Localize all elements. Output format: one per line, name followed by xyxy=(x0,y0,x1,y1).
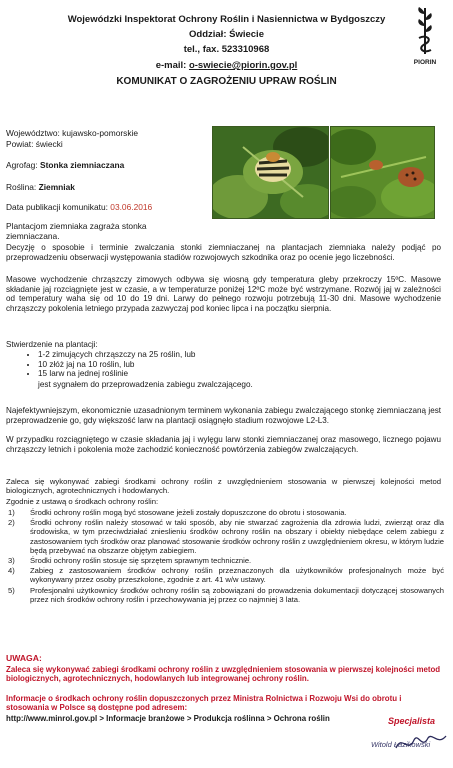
biology-paragraph: Masowe wychodzenie chrząszczy zimowych odbywa się wiosną gdy temperatura gleby przekroczy 15ºC. Masowe składanie jaj rozciągnięte jest w czasie, a w temperaturze poniżej 12ºC może być wstrzymane. Rozwój jaj w zależności od temperatury waha się od 10 do 19 dni. Larwy do pełnego rozwoju potrzebują 11-30 dni. Masowe wychodzenie chrząszczy pokolenia letniego przypada zazwyczaj pod koniec lipca i na początku sierpnia. xyxy=(6,275,441,313)
email-label: e-mail: xyxy=(155,60,189,71)
beetle-photo xyxy=(212,126,329,219)
email-line xyxy=(0,60,453,71)
email-link[interactable]: o-swiecie@piorin.gov.pl xyxy=(188,60,298,71)
rule-number: 1) xyxy=(8,508,15,517)
decision-paragraph: Decyzję o sposobie i terminie zwalczania stonki ziemniaczanej na plantacjach ziemniaka należy podjąć po przeprowadzeniu obserwacji występowania stadiów rozwojowych szkodnika oraz po ocenie jego liczebności. xyxy=(6,243,441,262)
rule-number: 4) xyxy=(8,566,15,576)
rule-item xyxy=(8,518,444,555)
ministry-link[interactable] xyxy=(6,714,336,723)
law-heading: Zgodnie z ustawą o środkach ochrony roślin: xyxy=(6,497,159,506)
threshold-item: • 10 złóż jaj na 10 roślin, lub xyxy=(38,360,195,370)
rule-item xyxy=(8,566,444,584)
logo-text: PIORIN xyxy=(413,59,437,66)
threshold-heading: Stwierdzenie na plantacji: xyxy=(6,340,98,349)
rules-list xyxy=(8,508,444,604)
recommendation-paragraph: Zaleca się wykonywać zabiegi środkami ochrony roślin z uwzględnieniem stosowania w pierwszej kolejności metod biologicznych, agrotechnicznych i hodowlanych. xyxy=(6,477,441,496)
larva-photo xyxy=(330,126,435,219)
rule-text: Środki ochrony roślin mogą być stosowane jeżeli zostały dopuszczone do obrotu i stosowania. xyxy=(30,508,347,517)
publication-date-value: 03.06.2016 xyxy=(110,202,153,212)
rule-number: 5) xyxy=(8,585,15,595)
branch-name: Oddział: Świecie xyxy=(189,29,264,40)
rule-text: Środki ochrony roślin należy stosować w taki sposób, aby nie stwarzać zagrożenia dla zdrowia ludzi, zwierząt oraz dla środowiska, w tym przeciwdziałać znieslieniu środków ochrony roślin na obszary i obiekty niebędące celem zabiegu z zastosowaniem tych środków oraz planować stosowanie środków ochrony roślin z uwzględnieniem okresu, w którym ludzie będą przebywać na obszarze objętym zabiegiem. xyxy=(30,518,444,555)
piorin-logo xyxy=(405,4,445,66)
handwritten-signature-icon xyxy=(392,726,450,756)
rule-text: Zabieg z zastosowaniem środków ochrony roślin przeznaczonych dla użytkowników profesjonalnych może być wykonywany przez osoby przeszkolone, zgodnie z art. 41 w/w ustawy. xyxy=(30,566,444,585)
pest-line xyxy=(6,160,124,170)
rule-number: 2) xyxy=(8,518,15,528)
threat-line-2: ziemniaczana. xyxy=(6,231,60,241)
signature-name: Witold Łazikowski xyxy=(371,740,431,749)
threshold-item: • 1-2 zimujących chrząszczy na 25 roślin, lub xyxy=(38,350,195,360)
threat-line-1: Plantacjom ziemniaka zagraża stonka xyxy=(6,221,147,231)
repeat-treatment-paragraph: W przypadku rozciągniętego w czasie składania jaj i wylęgu larw stonki ziemniaczanej oraz masowego, licznego pojawu chrząszczy letnich i pokolenia może zachodzić konieczność powtórzenia zabiegów zwalczających. xyxy=(6,435,441,454)
rule-text: Profesjonalni użytkownicy środków ochrony roślin są zobowiązani do prowadzenia dokumentacji dotyczącej stosowanych przez nich środków ochrony roślin i przechowywania jej przez co najmniej 3 lata. xyxy=(30,585,444,604)
optimal-timing-paragraph: Najefektywniejszym, ekonomicznie uzasadnionym terminem wykonania zabiegu zwalczającego stonkę ziemniaczaną jest przeprowadzenie go, gdy większość larw na plantacji osiągnęło stadium rozwojowe L2-L3. xyxy=(6,406,441,425)
plant-label: Roślina: xyxy=(6,182,39,192)
registry-info: Informacje o środkach ochrony roślin dopuszczonych przez Ministra Rolnictwa i Rozwoju Wsi do obrotu i stosowania w Polsce są dostępne pod adresem: xyxy=(6,694,402,713)
publication-date-line xyxy=(6,202,152,212)
district: Powiat: świecki xyxy=(6,139,63,149)
rule-item xyxy=(8,586,444,604)
rule-item xyxy=(8,508,444,517)
rule-item xyxy=(8,556,444,565)
institution-name: Wojewódzki Inspektorat Ochrony Roślin i Nasiennictwa w Bydgoszczy xyxy=(67,14,386,25)
threshold-tail: jest sygnałem do przeprowadzenia zabiegu zwalczającego. xyxy=(38,380,253,389)
voivodeship: Województwo: kujawsko-pomorskie xyxy=(6,128,139,138)
threshold-list xyxy=(24,350,195,379)
signature-role: Specjalista xyxy=(388,716,436,726)
warning-text: Zaleca się wykonywać zabiegi środkami ochrony roślin z uwzględnieniem stosowania w pierwszej kolejności metod biologicznych, agrotechnicznych, hodowlanych lub integrowanej ochrony roślin. xyxy=(6,665,441,684)
warning-label: UWAGA: xyxy=(6,653,42,663)
ministry-link-text[interactable]: http://www.minrol.gov.pl > Informacje branżowe > Produkcja roślinna > Ochrona roślin xyxy=(6,714,330,723)
plant-value: Ziemniak xyxy=(38,182,75,192)
pest-value: Stonka ziemniaczana xyxy=(40,160,125,170)
pest-label: Agrofag: xyxy=(6,160,40,170)
publication-date-label: Data publikacji komunikatu: xyxy=(6,202,111,212)
plant-line xyxy=(6,182,75,192)
threshold-item: • 15 larw na jednej roślinie xyxy=(38,369,195,379)
rule-text: Środki ochrony roślin stosuje się sprzętem sprawnym technicznie. xyxy=(30,556,252,566)
wheat-snake-icon xyxy=(405,4,445,58)
rule-number: 3) xyxy=(8,556,15,566)
bulletin-title: KOMUNIKAT O ZAGROŻENIU UPRAW ROŚLIN xyxy=(116,76,337,87)
phone-fax: tel., fax. 523310968 xyxy=(183,44,270,55)
